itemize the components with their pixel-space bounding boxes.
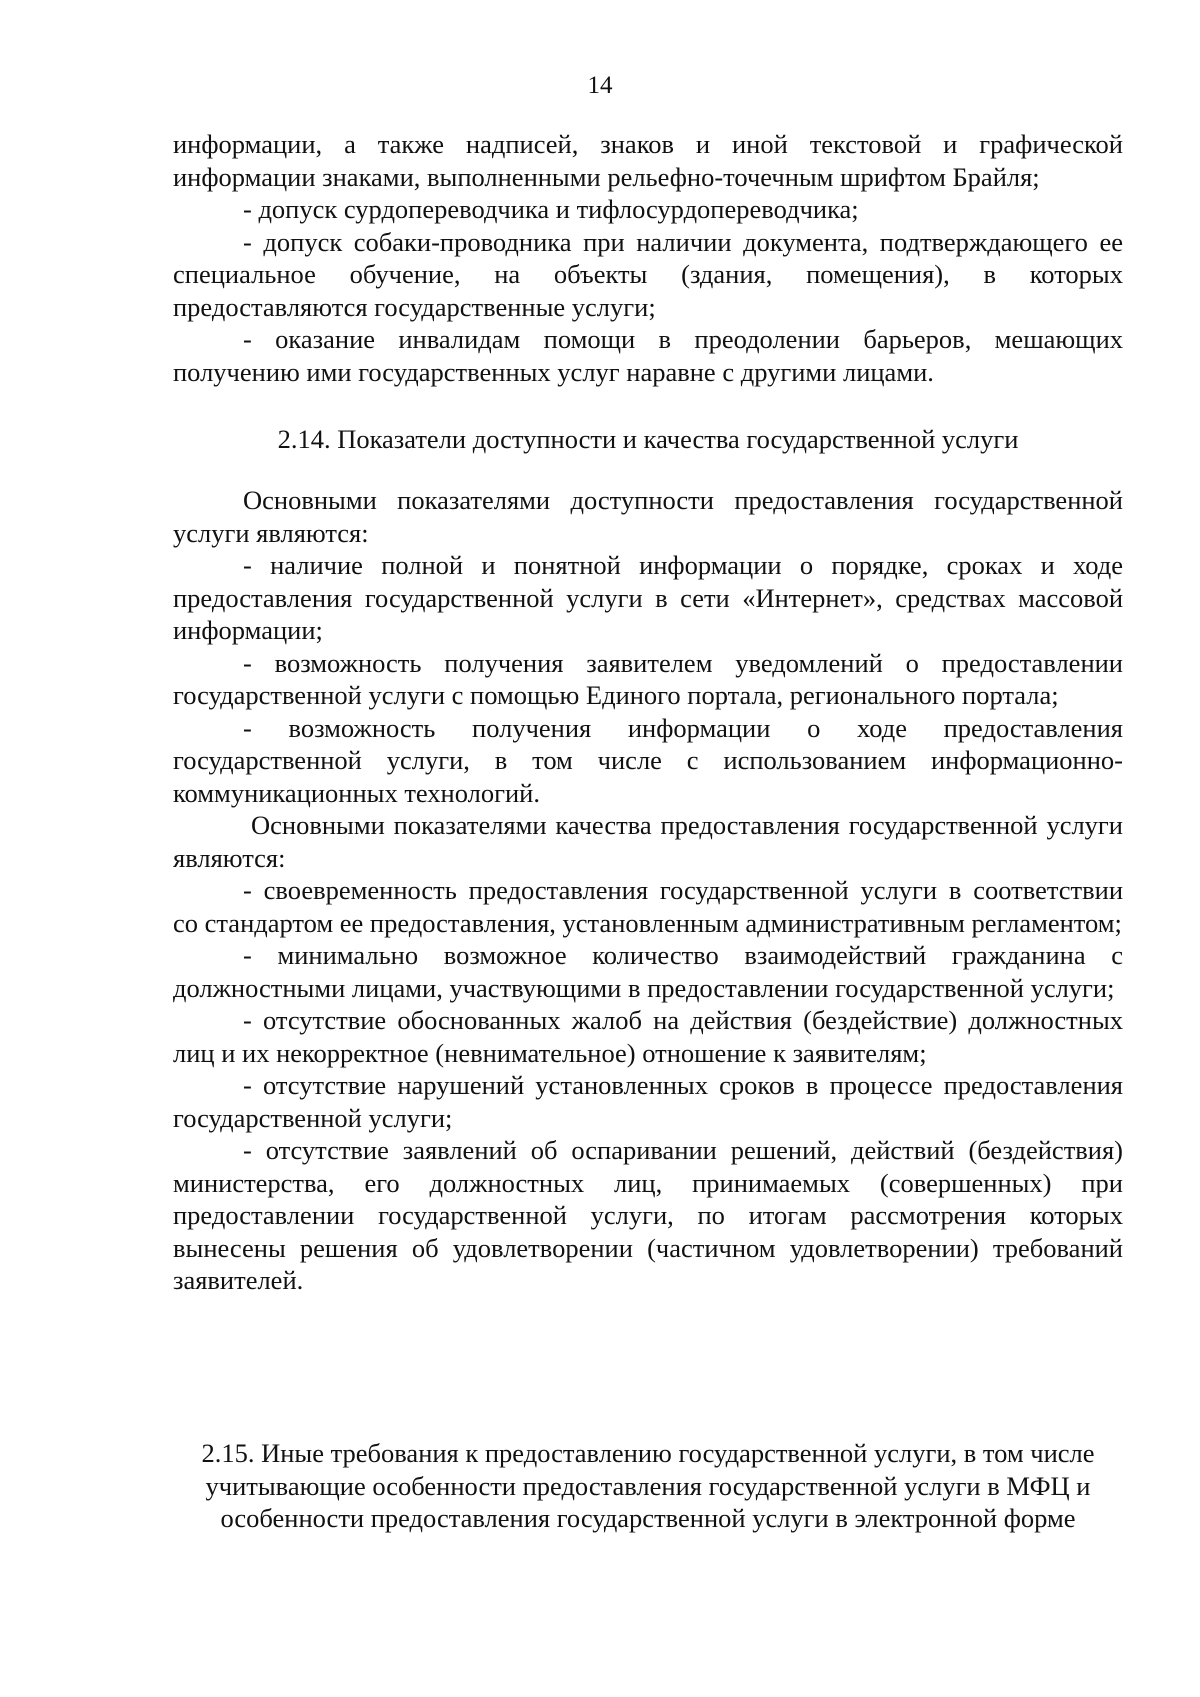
paragraph-accessibility-indicators-intro: Основными показателями доступности предоставления государственной услуги являются: <box>173 485 1123 548</box>
page-number: 14 <box>587 72 613 99</box>
paragraph-no-deadline-violations: - отсутствие нарушений установленных сроков в процессе предоставления государственной услуги; <box>173 1070 1123 1133</box>
paragraph-braille-info: информации, а также надписей, знаков и иной текстовой и графической информации знаками, выполненными рельефно-точечным шрифтом Брайля; <box>173 129 1123 192</box>
paragraph-timeliness: - своевременность предоставления государственной услуги в соответствии со стандартом ее предоставления, установленным административным регламентом; <box>173 875 1123 938</box>
paragraph-ict-info: - возможность получения информации о ходе предоставления государственной услуги, в том числе с использованием информационно-коммуникационных технологий. <box>173 712 1123 808</box>
paragraph-no-appeals: - отсутствие заявлений об оспаривании решений, действий (бездействия) министерства, его должностных лиц, принимаемых (совершенных) при предоставлении государственной услуги, по итогам рассмотрения которых вынесены решения об удовлетворении (частичном удовлетворении) требований заявителей. <box>173 1135 1123 1295</box>
paragraph-minimal-interactions: - минимально возможное количество взаимодействий гражданина с должностными лицами, участвующими в предоставлении государственной услуги; <box>173 940 1123 1003</box>
paragraph-notifications: - возможность получения заявителем уведомлений о предоставлении государственной услуги с помощью Единого портала, регионального портала; <box>173 647 1123 710</box>
section-heading-2-15: 2.15. Иные требования к предоставлению государственной услуги, в том числе учитывающие особенности предоставления государственной услуги в МФЦ и особенности предоставления государственной услуги в электронной форме <box>201 1438 1095 1533</box>
paragraph-guide-dog: - допуск собаки-проводника при наличии документа, подтверждающего ее специальное обучение, на объекты (здания, помещения), в которых предоставляются государственные услуги; <box>173 226 1123 322</box>
section-2-14-body <box>173 484 1123 1297</box>
section-heading-2-14: 2.14. Показатели доступности и качества государственной услуги <box>277 424 1019 454</box>
paragraph-sign-interpreter: - допуск сурдопереводчика и тифлосурдопереводчика; <box>243 194 859 224</box>
paragraph-barrier-assistance: - оказание инвалидам помощи в преодолении барьеров, мешающих получению ими государственных услуг наравне с другими лицами. <box>173 324 1123 387</box>
paragraph-internet-info: - наличие полной и понятной информации о порядке, сроках и ходе предоставления государственной услуги в сети «Интернет», средствах массовой информации; <box>173 550 1123 645</box>
paragraph-no-complaints: - отсутствие обоснованных жалоб на действия (бездействие) должностных лиц и их некорректное (невнимательное) отношение к заявителям; <box>173 1005 1123 1068</box>
paragraph-quality-indicators-intro: Основными показателями качества предоставления государственной услуги являются: <box>173 810 1123 873</box>
section-accessibility-measures <box>173 128 1123 388</box>
section-2-15-heading-block <box>173 1437 1123 1535</box>
section-2-14-heading-block <box>173 423 1123 456</box>
